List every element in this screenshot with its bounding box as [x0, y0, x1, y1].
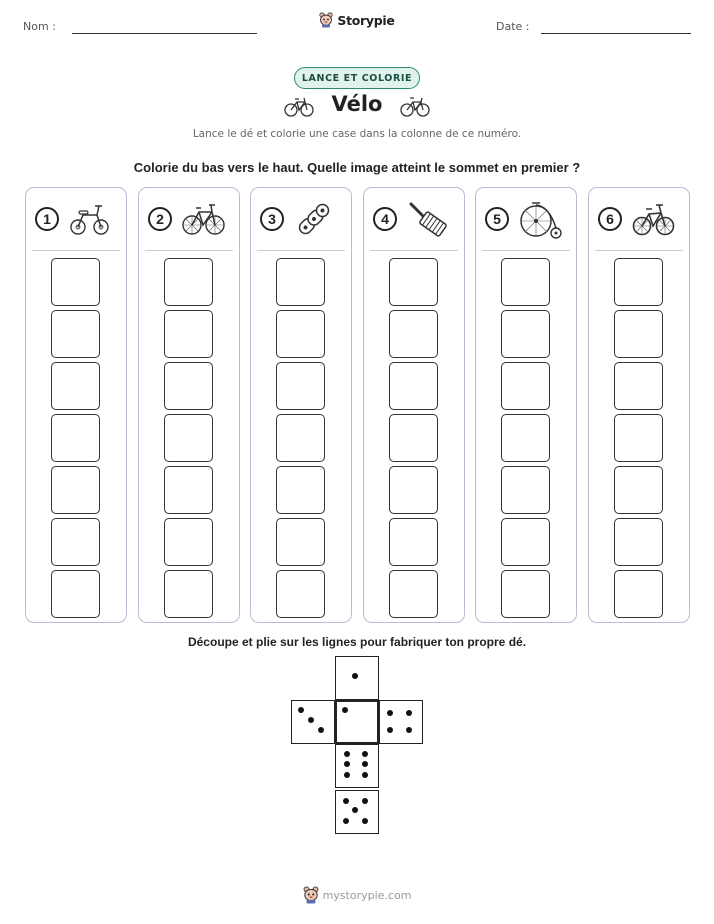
color-box[interactable]: [614, 570, 663, 618]
color-box[interactable]: [614, 362, 663, 410]
instruction-text: Colorie du bas vers le haut. Quelle image atteint le sommet en premier ?: [133, 160, 581, 175]
color-box[interactable]: [164, 518, 213, 566]
color-box[interactable]: [501, 570, 550, 618]
pip: [362, 818, 368, 824]
penny-farthing-icon: [519, 200, 563, 240]
color-box[interactable]: [164, 258, 213, 306]
color-box[interactable]: [51, 414, 100, 462]
column-number: 5: [485, 207, 509, 231]
column-divider: [370, 250, 458, 251]
column-2: [138, 187, 240, 623]
pip: [344, 772, 350, 778]
pip: [343, 818, 349, 824]
pip: [362, 798, 368, 804]
color-box[interactable]: [276, 466, 325, 514]
pip: [362, 751, 368, 757]
color-box[interactable]: [276, 518, 325, 566]
color-box[interactable]: [276, 570, 325, 618]
color-boxes: [164, 258, 213, 622]
footer-url[interactable]: mystorypie.com: [322, 888, 412, 902]
brand-name: Storypie: [337, 12, 395, 28]
bike-chain-icon: [294, 200, 334, 238]
die-instruction: Découpe et plie sur les lignes pour fabriquer ton propre dé.: [187, 635, 527, 649]
color-box[interactable]: [614, 518, 663, 566]
color-box[interactable]: [389, 310, 438, 358]
brand-logo: [0, 12, 714, 28]
subtitle: Lance le dé et colorie une case dans la colonne de ce numéro.: [192, 128, 522, 140]
pip: [298, 707, 304, 713]
color-box[interactable]: [164, 414, 213, 462]
balance-bike-icon: [69, 200, 111, 238]
column-number: 4: [373, 207, 397, 231]
date-line[interactable]: [541, 33, 691, 34]
color-box[interactable]: [501, 362, 550, 410]
pip: [362, 761, 368, 767]
color-box[interactable]: [51, 518, 100, 566]
storypie-mascot-icon: [319, 12, 333, 28]
bike-pedal-icon: [407, 200, 449, 238]
die-face-right: [379, 700, 423, 744]
pip: [344, 751, 350, 757]
color-box[interactable]: [276, 258, 325, 306]
color-box[interactable]: [51, 258, 100, 306]
color-box[interactable]: [501, 414, 550, 462]
mountain-bike-icon: [632, 200, 676, 238]
color-box[interactable]: [276, 362, 325, 410]
color-box[interactable]: [51, 466, 100, 514]
color-box[interactable]: [389, 414, 438, 462]
pip: [344, 761, 350, 767]
column-divider: [257, 250, 345, 251]
color-box[interactable]: [614, 414, 663, 462]
column-1: [25, 187, 127, 623]
color-box[interactable]: [389, 570, 438, 618]
pip: [352, 673, 358, 679]
color-box[interactable]: [614, 258, 663, 306]
color-box[interactable]: [389, 362, 438, 410]
column-divider: [595, 250, 683, 251]
color-boxes: [501, 258, 550, 622]
color-boxes: [51, 258, 100, 622]
column-number: 6: [598, 207, 622, 231]
color-box[interactable]: [51, 362, 100, 410]
column-6: [588, 187, 690, 623]
storypie-mascot-icon: [303, 886, 319, 904]
pip: [308, 717, 314, 723]
color-box[interactable]: [51, 310, 100, 358]
column-number: 3: [260, 207, 284, 231]
color-box[interactable]: [164, 570, 213, 618]
bicycle-icon: [400, 94, 430, 118]
footer: [0, 886, 714, 904]
pip: [343, 798, 349, 804]
color-box[interactable]: [501, 466, 550, 514]
die-face-back: [335, 790, 379, 834]
die-face-center: [335, 700, 379, 744]
column-5: [475, 187, 577, 623]
page-title: Vélo: [331, 92, 383, 116]
name-label: Nom :: [23, 20, 56, 33]
color-box[interactable]: [389, 258, 438, 306]
date-label: Date :: [496, 20, 530, 33]
color-box[interactable]: [51, 570, 100, 618]
color-box[interactable]: [501, 310, 550, 358]
color-box[interactable]: [614, 466, 663, 514]
column-divider: [482, 250, 570, 251]
color-box[interactable]: [164, 362, 213, 410]
pip: [406, 727, 412, 733]
pip: [406, 710, 412, 716]
pip: [318, 727, 324, 733]
color-box[interactable]: [276, 414, 325, 462]
column-number: 1: [35, 207, 59, 231]
activity-badge: LANCE ET COLORIE: [294, 67, 420, 89]
color-box[interactable]: [614, 310, 663, 358]
die-face-left: [291, 700, 335, 744]
color-boxes: [614, 258, 663, 622]
bicycle-icon: [182, 200, 226, 238]
color-box[interactable]: [276, 310, 325, 358]
color-box[interactable]: [389, 518, 438, 566]
name-line[interactable]: [72, 33, 257, 34]
pip: [387, 727, 393, 733]
color-box[interactable]: [389, 466, 438, 514]
pip: [342, 707, 348, 713]
pip: [362, 772, 368, 778]
column-4: [363, 187, 465, 623]
column-number: 2: [148, 207, 172, 231]
color-box[interactable]: [164, 310, 213, 358]
color-box[interactable]: [501, 258, 550, 306]
color-box[interactable]: [164, 466, 213, 514]
pip: [387, 710, 393, 716]
die-face-top: [335, 656, 379, 700]
color-box[interactable]: [501, 518, 550, 566]
pip: [352, 807, 358, 813]
column-3: [250, 187, 352, 623]
die-face-bottom: [335, 744, 379, 788]
column-divider: [145, 250, 233, 251]
column-divider: [32, 250, 120, 251]
color-boxes: [389, 258, 438, 622]
color-boxes: [276, 258, 325, 622]
